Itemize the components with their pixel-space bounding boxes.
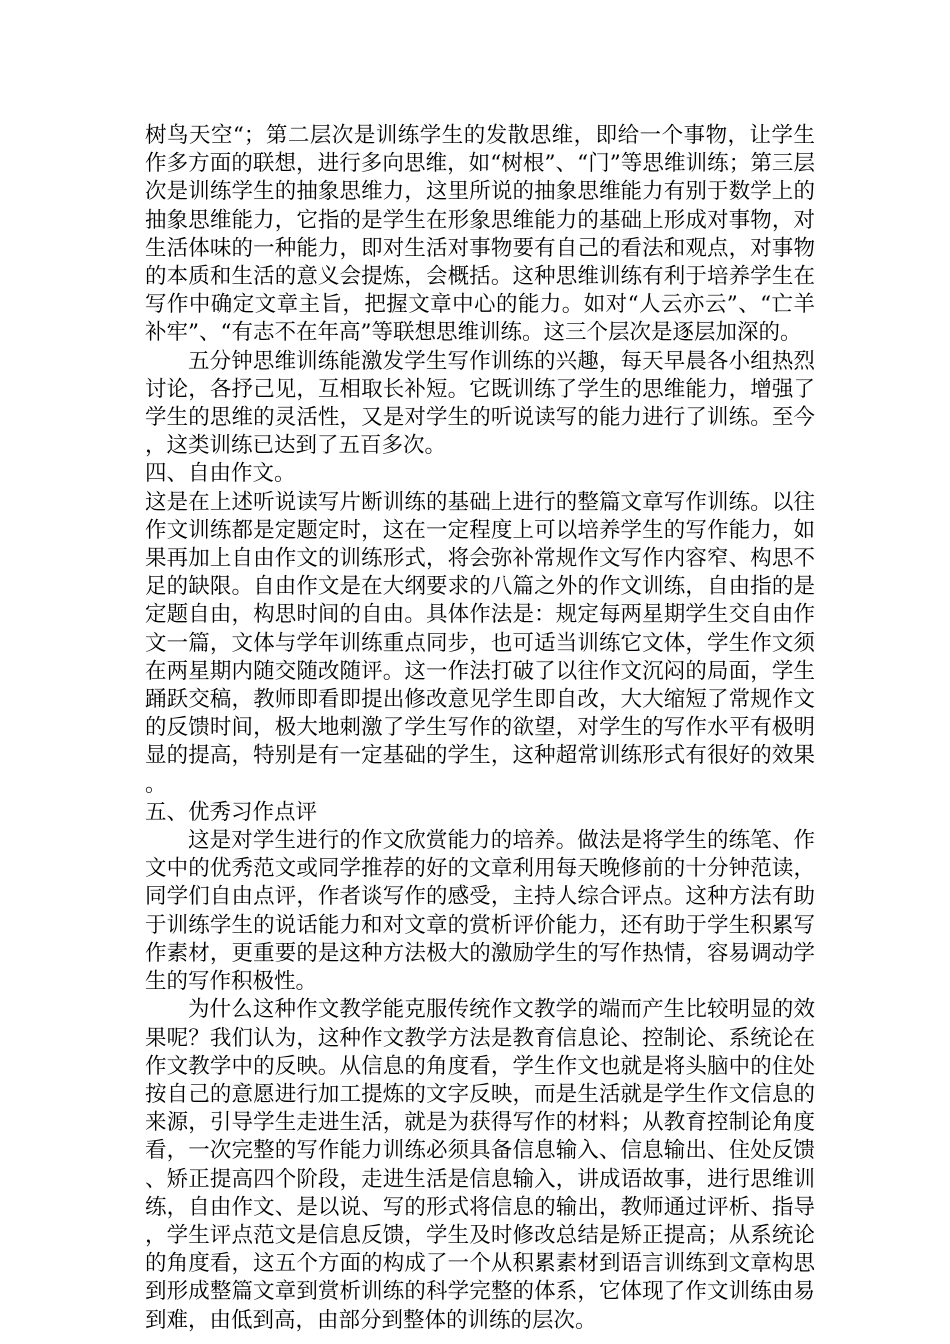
paragraph-essay-review: 这是对学生进行的作文欣赏能力的培养。做法是将学生的练笔、作文中的优秀范文或同学推荐的好的文章利用每天晚修前的十分钟范读，同学们自由点评，作者谈写作的感受，主持人综合评点。这种方法有助于训练学生的说话能力和对文章的赏析评价能力，还有助于学生积累写作素材，更重要的是这种方法极大的激励学生的写作热情，容易调动学生的写作积极性。 <box>145 828 815 995</box>
paragraph-five-minute-training: 五分钟思维训练能激发学生写作训练的兴趣，每天早晨各小组热烈讨论，各抒己见，互相取长补短。它既训练了学生的思维能力，增强了学生的思维的灵活性，又是对学生的听说读写的能力进行了训练。至今，这类训练已达到了五百多次。 <box>145 348 815 459</box>
section-heading-free-writing: 四、自由作文。 <box>145 461 296 487</box>
paragraph-thinking-levels: 树鸟天空“；第二层次是训练学生的发散思维，即给一个事物，让学生作多方面的联想，进行多向思维，如“树根”、“门”等思维训练；第三层次是训练学生的抽象思维力，这里所说的抽象思维能力有别于数学上的抽象思维能力，它指的是学生在形象思维能力的基础上形成对事物，对生活体味的一种能力，即对生活对事物要有自己的看法和观点，对事物的本质和生活的意义会提炼，会概括。这种思维训练有利于培养学生在写作中确定文章主旨，把握文章中心的能力。如对“人云亦云”、“亡羊补牢”、“有志不在年高”等联想思维训练。这三个层次是逐层加深的。 <box>145 123 815 346</box>
paragraph-conclusion: 为什么这种作文教学能克服传统作文教学的端而产生比较明显的效果呢？我们认为，这种作文教学方法是教育信息论、控制论、系统论在作文教学中的反映。从信息的角度看，学生作文也就是将头脑中的住处按自己的意愿进行加工提炼的文字反映，而是生活就是学生作文信息的来源，引导学生走进生活，就是为获得写作的材料；从教育控制论角度看，一次完整的写作能力训练必须具备信息输入、信息输出、住处反馈、矫正提高四个阶段，走进生活是信息输入，讲成语故事，进行思维训练，自由作文、是以说、写的形式将信息的输出，教师通过评析、指导，学生评点范文是信息反馈，学生及时修改总结是矫正提高；从系统论的角度看，这五个方面的构成了一个从积累素材到语言训练到文章构思到形成整篇文章到赏析训练的科学完整的体系，它体现了作文训练由易到难，由低到高，由部分到整体的训练的层次。 <box>145 997 815 1333</box>
document-body <box>145 122 815 1335</box>
paragraph-free-writing: 这是在上述听说读写片断训练的基础上进行的整篇文章写作训练。以往作文训练都是定题定时，这在一定程度上可以培养学生的写作能力，如果再加上自由作文的训练形式，将会弥补常规作文写作内容窄、构思不足的缺限。自由作文是在大纲要求的八篇之外的作文训练，自由指的是定题自由，构思时间的自由。具体作法是：规定每两星期学生交自由作文一篇，文体与学年训练重点同步，也可适当训练它文体，学生作文须在两星期内随交随改随评。这一作法打破了以往作文沉闷的局面，学生踊跃交稿，教师即看即提出修改意见学生即自改，大大缩短了常规作文的反馈时间，极大地刺激了学生写作的欲望，对学生的写作水平有极明显的提高，特别是有一定基础的学生，这种超常训练形式有很好的效果。 <box>145 489 815 797</box>
section-heading-excellent-essay-review: 五、优秀习作点评 <box>145 799 318 825</box>
